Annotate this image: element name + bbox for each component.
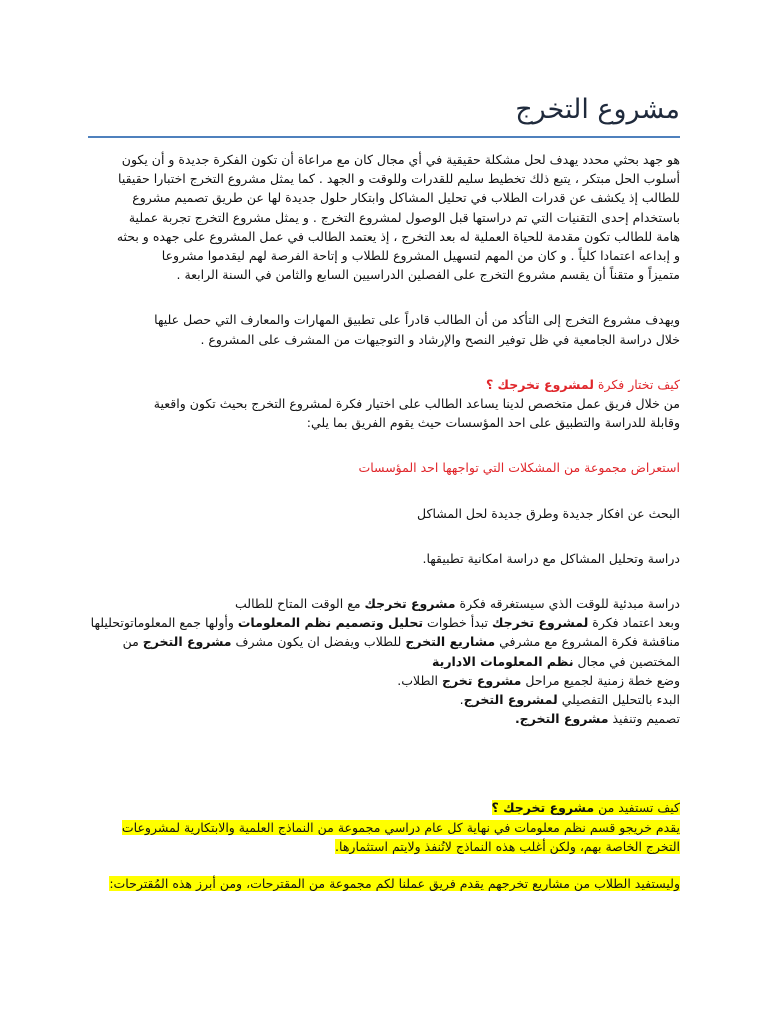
process-line: وضع خطة زمنية لجميع مراحل مشروع تخرج الطلاب. xyxy=(397,672,680,688)
choose-line: وقابلة للدراسة والتطبيق على احد المؤسسات حيث يقوم الفريق بما يلي: xyxy=(306,415,680,431)
goal-line: خلال دراسة الجامعية في ظل توفير النصح والإرشاد و التوجيهات من المشرف على المشروع . xyxy=(200,331,680,347)
benefit-heading: كيف تستفيد من مشروع تخرجك ؟ xyxy=(491,800,680,816)
benefit-line: التخرج الخاصة بهم، ولكن أغلب هذه النماذج لاتُنفذ ولايتم استثمارها. xyxy=(335,838,680,854)
step-search-ideas: البحث عن افكار جديدة وطرق جديدة لحل المشاكل xyxy=(417,505,680,521)
intro-line: هامة للطالب تكون مقدمة للحياة العملية له بعد التخرج ، إذ يعتمد الطالب في عمل المشروع على جهده و بحثه xyxy=(116,228,680,244)
intro-line: هو جهد بحثي محدد يهدف لحل مشكلة حقيقية في أي مجال كان مع مراعاة أن تكون الفكرة جديدة و أن يكون xyxy=(121,152,680,167)
benefit-section xyxy=(88,798,680,893)
process-line: مناقشة فكرة المشروع مع مشرفي مشاريع التخرج للطلاب ويفضل ان يكون مشرف مشروع التخرج من xyxy=(122,634,680,650)
goal-line: ويهدف مشروع التخرج إلى التأكد من أن الطالب قادراً على تطبيق المهارات والمعارف التي حصل عليها xyxy=(154,312,680,328)
title-underline xyxy=(88,136,680,138)
goal-paragraph xyxy=(88,310,680,348)
intro-line: متميزاً و متقناً أن يقسم مشروع التخرج على الفصلين الدراسيين السابع والثامن في السنة الرابعة . xyxy=(176,267,680,283)
choose-line: من خلال فريق عمل متخصص لدينا يساعد الطالب على اختيار فكرة لمشروع التخرج بحيث تكون واقعية xyxy=(153,396,680,412)
process-line: المختصين في مجال نظم المعلومات الادارية xyxy=(432,653,680,669)
process-line: دراسة مبدئية للوقت الذي سيستغرقه فكرة مشروع تخرجك مع الوقت المتاح للطالب xyxy=(235,596,680,612)
process-list xyxy=(88,594,680,728)
intro-line: أسلوب الحل مبتكر ، يتبع ذلك تخطيط سليم للقدرات وللوقت و الجهد . كما يمثل مشروع التخرج اختبارا حقيقيا xyxy=(118,171,680,187)
page-title: مشروع التخرج xyxy=(515,94,680,125)
choose-heading xyxy=(88,375,680,394)
document-body xyxy=(88,150,680,893)
intro-line: للطالب إذ يكشف عن قدرات الطلاب في تحليل المشاكل وابتكار حلول جديدة لها عن طريق تصميم مشروع xyxy=(132,190,680,206)
step-review-problems: استعراض مجموعة من المشكلات التي تواجهها احد المؤسسات xyxy=(358,460,680,476)
choose-heading-bold: لمشروع تخرجك ؟ xyxy=(485,376,594,392)
benefit-line: يقدم خريجو قسم نظم معلومات في نهاية كل عام دراسي مجموعة من النماذج العلمية والابتكارية لمشروعات xyxy=(121,819,680,835)
intro-paragraph xyxy=(88,150,680,284)
process-line: تصميم وتنفيذ مشروع التخرج. xyxy=(514,711,680,727)
benefit-final-line: وليستفيد الطلاب من مشاريع تخرجهم يقدم فريق عملنا لكم مجموعة من المقترحات، ومن أبرز هذه المُقترحات: xyxy=(109,876,680,892)
intro-line: و إبداعه اعتمادا كلياً . و كان من المهم لتسهيل المشروع للطلاب و إتاحة الفرصة لهم ليقدموا مشروعا xyxy=(161,248,680,264)
process-line: وبعد اعتماد فكرة لمشروع تخرجك تبدأ خطوات تحليل وتصميم نظم المعلومات وأولها جمع المعلوماتوتحليلها xyxy=(90,615,680,631)
choose-heading-text: كيف تختار فكرة xyxy=(593,376,680,392)
step-analyze-problems: دراسة وتحليل المشاكل مع دراسة امكانية تطبيقها. xyxy=(422,550,680,566)
intro-line: باستخدام إحدى التقنيات التي تم دراستها قبل الوصول لمشروع التخرج . و يمثل مشروع التخرج تجربة عملية xyxy=(128,209,680,225)
process-line: البدء بالتحليل التفصيلي لمشروع التخرج. xyxy=(459,692,680,708)
